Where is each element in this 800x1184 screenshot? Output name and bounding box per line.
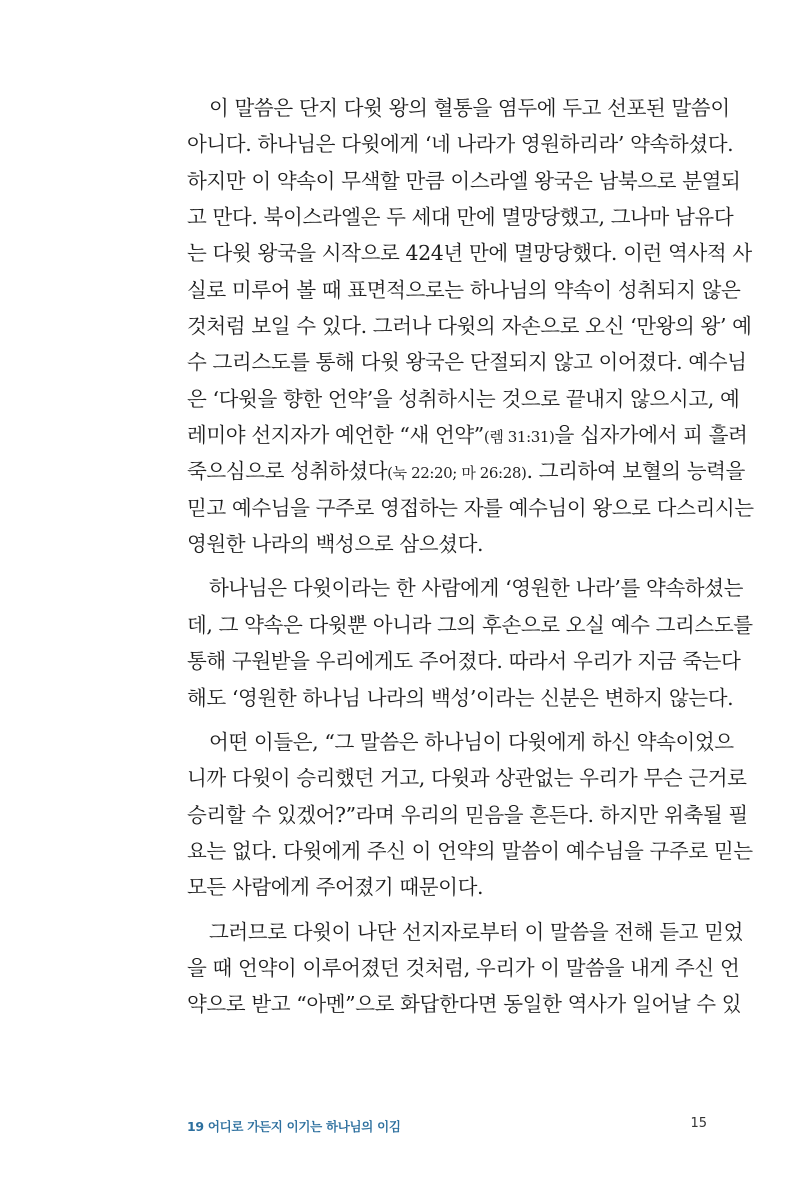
text-line: 이 말씀은 단지 다윗 왕의 혈통을 염두에 두고 선포된 말씀이 [209, 96, 730, 120]
text-line [187, 453, 745, 489]
text-line: 는 다윗 왕국을 시작으로 424년 만에 멸망당했다. 이런 역사적 사 [187, 241, 752, 266]
body-text [187, 90, 754, 1023]
text-line: 하지만 이 약속이 무색할 만큼 이스라엘 왕국은 남북으로 분열되 [187, 168, 741, 193]
paragraph-1 [187, 90, 754, 562]
text-line: 통해 구원받을 우리에게도 주어졌다. 따라서 우리가 지금 죽는다 [187, 649, 741, 674]
text-line: 수 그리스도를 통해 다윗 왕국은 단절되지 않고 이어졌다. 예수님 [187, 350, 747, 375]
text-line: 승리할 수 있겠어?”라며 우리의 믿음을 흔든다. 하지만 위축될 필 [187, 802, 748, 827]
paragraph-2 [187, 570, 753, 715]
text-line: 을 때 언약이 이루어졌던 것처럼, 우리가 이 말씀을 내게 주신 언 [187, 955, 740, 980]
scripture-reference: (눅 22:20; 마 26:28) [387, 464, 527, 483]
text-segment: 을 십자가에서 피 흘려 [554, 423, 748, 448]
text-line: 약으로 받고 “아멘”으로 화답한다면 동일한 역사가 일어날 수 있 [187, 992, 742, 1017]
text-line: 해도 ‘영원한 하나님 나라의 백성’이라는 신분은 변하지 않는다. [187, 685, 734, 710]
text-line: 데, 그 약속은 다윗뿐 아니라 그의 후손으로 오실 예수 그리스도를 [187, 612, 753, 637]
text-line: 아니다. 하나님은 다윗에게 ‘네 나라가 영원하리라’ 약속하셨다. [187, 132, 734, 157]
text-segment: . 그리하여 보혈의 능력을 [526, 459, 745, 484]
text-line: 그러므로 다윗이 나단 선지자로부터 이 말씀을 전해 듣고 믿었 [209, 919, 744, 944]
text-line: 실로 미루어 볼 때 표면적으로는 하나님의 약속이 성취되지 않은 [187, 277, 741, 302]
text-line: 하나님은 다윗이라는 한 사람에게 ‘영원한 나라’를 약속하셨는 [209, 576, 744, 601]
text-line: 어떤 이들은, “그 말씀은 하나님이 다윗에게 하신 약속이었으 [209, 729, 734, 754]
paragraph-3 [187, 724, 753, 906]
text-line: 고 만다. 북이스라엘은 두 세대 만에 멸망당했고, 그나마 남유다 [187, 205, 734, 230]
text-line: 모든 사람에게 주어졌기 때문이다. [187, 875, 484, 900]
text-line: 영원한 나라의 백성으로 삼으셨다. [187, 532, 484, 557]
text-segment: 레미야 선지자가 예언한 “새 언약” [187, 423, 484, 448]
text-line: 것처럼 보일 수 있다. 그러나 다윗의 자손으로 오신 ‘만왕의 왕’ 예 [187, 314, 752, 339]
text-segment: 죽으심으로 성취하셨다 [187, 459, 388, 484]
scripture-reference: (렘 31:31) [483, 428, 555, 447]
text-line: 은 ‘다윗을 향한 언약’을 성취하시는 것으로 끝내지 않으시고, 예 [187, 386, 740, 411]
page-number: 15 [690, 1116, 707, 1131]
text-line: 니까 다윗이 승리했던 거고, 다윗과 상관없는 우리가 무슨 근거로 [187, 766, 747, 791]
paragraph-4 [187, 914, 744, 1023]
text-line [187, 417, 748, 453]
running-footer-title: 19 어디로 가든지 이기는 하나님의 이김 [187, 1119, 401, 1134]
text-line: 믿고 예수님을 구주로 영접하는 자를 예수님이 왕으로 다스리시는 [187, 495, 754, 520]
text-line: 요는 없다. 다윗에게 주신 이 언약의 말씀이 예수님을 구주로 믿는 [187, 838, 753, 863]
